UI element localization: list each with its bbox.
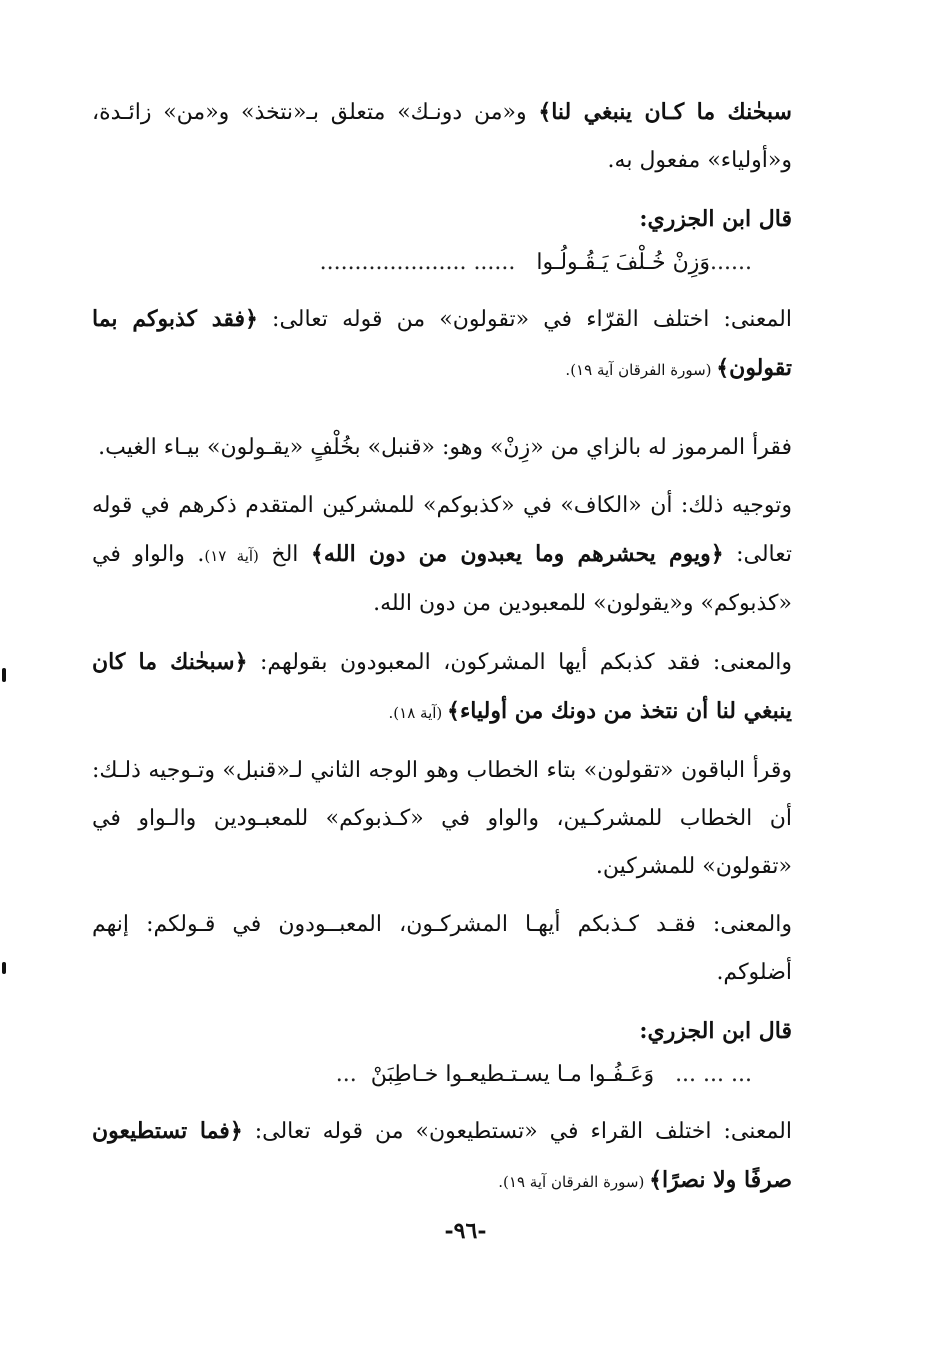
paragraph-continuation — [92, 88, 792, 185]
verse-line — [92, 243, 792, 283]
paragraph-explanation — [92, 482, 792, 628]
paragraph-text: المعنى: اختلف القرّاء في «تقولون» من قوله تعالى: — [257, 307, 792, 332]
verse-words: وَعَـفُـوا مـا يسـتـطيعـوا خـاطِبَنْ — [370, 1062, 655, 1087]
page-number: -٩٦- — [444, 1218, 487, 1244]
paragraph-text: والمعنى: فقد كذبكم أيها المشركون، المعبودون بقولهم: — [247, 650, 792, 675]
verse-ellipsis: ...... — [710, 250, 752, 275]
paragraph-meaning-2 — [92, 638, 792, 737]
paragraph-reading: فقرأ المرموز له بالزاي من «زِنْ» وهو: «قنبل» بخُلْفٍ «يقـولون» بيـاء الغيب. — [98, 435, 792, 460]
paragraph-text: وتوجيه ذلك: أن «الكاف» في «كذبوكم» للمشركين المتقدم ذكرهم في قوله تعالى: — [92, 493, 792, 567]
paragraph-text: و«من دونـك» متعلق بـ«نتخذ» و«من» زائـدة، و«أولياء» مفعول به. — [92, 100, 792, 173]
verse-ellipsis: ... ... ... — [675, 1062, 752, 1087]
verse-reference: (آية ١٨). — [388, 704, 448, 722]
page-body — [92, 88, 792, 1216]
paragraph-meaning-4 — [92, 1107, 792, 1206]
verse-ellipsis: ...... ..................... — [319, 250, 516, 275]
quran-quote: ﴿سبحٰنك ما كان ينبغي لنا أن نتخذ من دونك من أولياء﴾ — [92, 649, 792, 724]
paragraph-meaning — [92, 295, 792, 394]
quran-quote: ﴿فما تستطيعون صرفًا ولا نصرًا﴾ — [92, 1118, 792, 1193]
quran-quote: سبحٰنك ما كـان ينبغي لنا﴾ — [538, 99, 792, 125]
paragraph-text: المعنى: اختلف القراء في «تستطيعون» من قوله تعالى: — [242, 1119, 792, 1144]
paragraph-text: الخ — [258, 542, 311, 567]
verse-reference: (آية ١٧) — [204, 547, 259, 565]
verse-reference: (سورة الفرقان آية ١٩). — [498, 1173, 650, 1191]
quran-quote: ﴿فقد كذبوكم بما تقولون﴾ — [92, 306, 792, 381]
section-heading-ibn-jazari-2: قال ابن الجزري: — [639, 1018, 792, 1044]
scan-margin-mark — [2, 962, 6, 974]
paragraph-text: . والواو في «كذبوكم» و«يقولون» للمعبودين من دون الله. — [92, 542, 792, 616]
paragraph-meaning-3: والمعنى: فقـد كـذبكم أيهـا المشركـون، المعبــودون في قـولكم: إنهم أضلوكم. — [92, 912, 792, 985]
verse-reference: (سورة الفرقان آية ١٩). — [565, 361, 717, 379]
verse-words: وَزِنْ خُـلْفَ يَـقُـولُـوا — [536, 250, 711, 275]
paragraph-other-readers: وقرأ الباقون «تقولون» بتاء الخطاب وهو الوجه الثاني لـ«قنبل» وتـوجيه ذلـك: أن الخطاب للمشركـين، والواو في «كـذبوكم» للمعبـودين والـواو في «تقولون» للمشركين. — [92, 758, 792, 879]
verse-line-2 — [92, 1055, 792, 1095]
quran-quote: ﴿ويوم يحشرهم وما يعبدون من دون الله﴾ — [310, 541, 724, 567]
section-heading-ibn-jazari: قال ابن الجزري: — [639, 206, 792, 232]
scan-margin-mark — [2, 668, 6, 682]
verse-ellipsis: ... — [335, 1062, 357, 1087]
